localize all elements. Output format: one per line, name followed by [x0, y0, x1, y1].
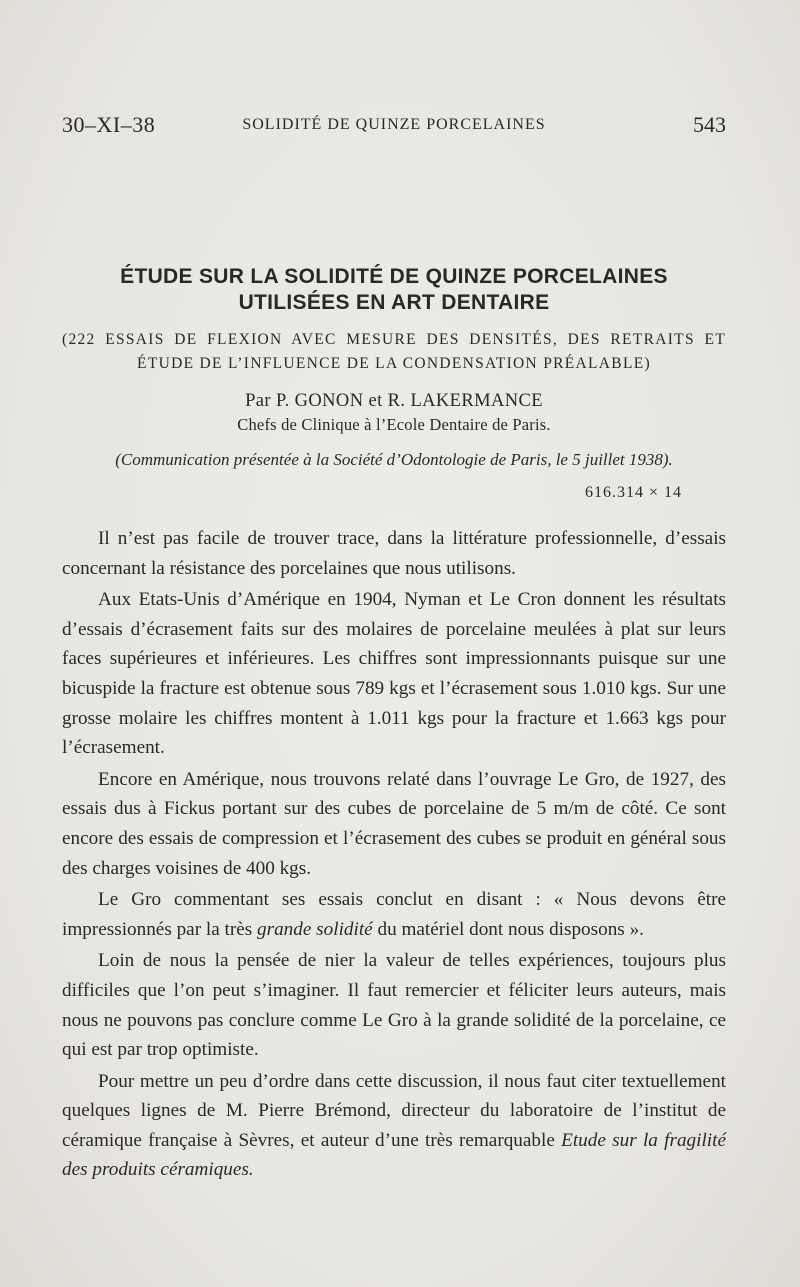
paragraph-2: Aux Etats-Unis d’Amérique en 1904, Nyman et Le Cron donnent les résultats d’essais d’écrasement faits sur des molaires de porcelaine meulées à plat sur leurs faces supérieures et inférieures. Les chiffres sont impressionnants puisque sur une bicuspide la fracture est obtenue sous 789 kgs et l’écrasement sous 1.010 kgs. Sur une grosse molaire les chiffres montent à 1.011 kgs pour la fracture et 1.663 kgs pour l’écrasement. — [62, 589, 726, 759]
running-head-date: 30–XI–38 — [62, 112, 156, 137]
paragraph-5: Loin de nous la pensée de nier la valeur de telles expériences, toujours plus difficiles que l’on peut s’imaginer. Il faut remercier et féliciter leurs auteurs, mais nous ne pouvons pas conclure comme Le Gro à la grande solidité de la porcelaine, ce qui est par trop optimiste. — [62, 950, 726, 1061]
article-authors: Par P. GONON et R. LAKERMANCE — [245, 391, 543, 411]
paragraph-4-emphasis: grande solidité — [257, 918, 373, 940]
paragraph-6-start: Pour mettre un peu d’ordre dans cette discussion, il nous faut citer textuellement quelques lignes de M. Pierre Brémond, directeur du laboratoire de l’institut de céramique française à Sèvres, et auteur d’une très remarquable — [62, 1070, 726, 1151]
paragraph-4-start: Le Gro commentant ses essais conclut en disant : « Nous devons être impressionnés par la très — [62, 889, 726, 940]
article-title — [62, 264, 726, 316]
paragraph-1: Il n’est pas facile de trouver trace, dans la littérature professionnelle, d’essais concernant la résistance des porcelaines que nous utilisons. — [62, 528, 726, 579]
classification-number: 616.314 × 14 — [584, 484, 682, 501]
paragraph-4 — [62, 885, 726, 944]
article-subtitle: (222 ESSAIS DE FLEXION AVEC MESURE DES DENSITÉS, DES RETRAITS ET ÉTUDE DE L’INFLUENCE DE LA CONDENSATION PRÉALABLE) — [62, 331, 726, 372]
paragraph-4-end: du matériel dont nous disposons ». — [372, 918, 644, 940]
article-title-line-2: UTILISÉES EN ART DENTAIRE — [238, 291, 550, 314]
paragraph-3: Encore en Amérique, nous trouvons relaté dans l’ouvrage Le Gro, de 1927, des essais dus à Fickus portant sur des cubes de porcelaine de 5 m/m de côté. Ce sont encore des essais de compression et l’écrasement des cubes se produit en général sous des charges voisines de 400 kgs. — [62, 768, 726, 879]
running-head — [62, 112, 726, 142]
communication-note: (Communication présentée à la Société d’Odontologie de Paris, le 5 juillet 1938). — [115, 450, 673, 469]
paragraph-6 — [62, 1067, 726, 1185]
author-affiliation: Chefs de Clinique à l’Ecole Dentaire de Paris. — [237, 415, 551, 434]
article-body — [62, 524, 726, 1187]
page-number: 543 — [693, 112, 726, 137]
running-head-title: SOLIDITÉ DE QUINZE PORCELAINES — [242, 116, 546, 133]
article-title-line-1: ÉTUDE SUR LA SOLIDITÉ DE QUINZE PORCELAINES — [120, 265, 668, 288]
paragraph-6-title-reference: Etude sur la fragilité des produits céramiques. — [62, 1129, 726, 1181]
